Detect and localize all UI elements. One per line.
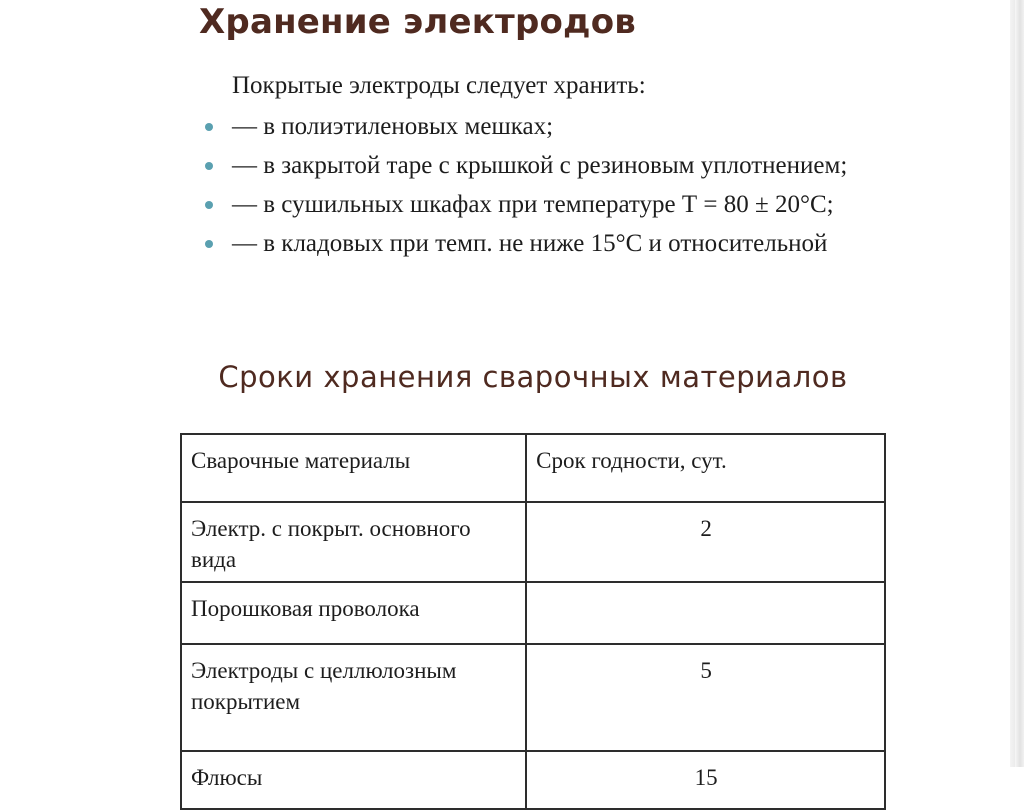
- list-item: [205, 227, 855, 260]
- list-item-text: — в кладовых при темп. не ниже 15°С и относительной: [232, 230, 828, 257]
- list-item: [205, 149, 855, 182]
- list-item-text: — в закрытой таре с крышкой с резиновым уплотнением;: [232, 152, 848, 179]
- material-cell: Электр. с покрыт. основного вида: [181, 502, 526, 582]
- bullet-dot-icon: [205, 240, 213, 248]
- bullet-dot-icon: [205, 162, 213, 170]
- days-cell: [526, 582, 885, 644]
- storage-periods-table: [180, 433, 886, 810]
- slide-frame-edge: [1010, 0, 1024, 767]
- column-header-shelf-life: Срок годности, сут.: [526, 434, 885, 502]
- intro-text: Покрытые электроды следует хранить:: [232, 72, 646, 99]
- material-cell: Флюсы: [181, 751, 526, 809]
- list-item: [205, 110, 855, 143]
- days-cell: 2: [526, 502, 885, 582]
- table-row: [181, 582, 885, 644]
- storage-methods-list: [205, 110, 855, 266]
- days-cell: 5: [526, 644, 885, 751]
- table-header-row: [181, 434, 885, 502]
- table-title: Сроки хранения сварочных материалов: [218, 360, 848, 394]
- slide-title: Хранение электродов: [199, 2, 636, 42]
- list-item-text: — в сушильных шкафах при температуре Т = 80 ± 20°С;: [232, 191, 834, 218]
- bullet-dot-icon: [205, 201, 213, 209]
- list-item: [205, 188, 855, 221]
- material-cell: Электроды с целлюлозным покрытием: [181, 644, 526, 751]
- material-cell: Порошковая проволока: [181, 582, 526, 644]
- bullet-dot-icon: [205, 123, 213, 131]
- table-row: [181, 751, 885, 809]
- list-item-text: — в полиэтиленовых мешках;: [232, 113, 554, 140]
- table-row: [181, 502, 885, 582]
- column-header-material: Сварочные материалы: [181, 434, 526, 502]
- data-table: [180, 433, 886, 810]
- days-cell: 15: [526, 751, 885, 809]
- table-row: [181, 644, 885, 751]
